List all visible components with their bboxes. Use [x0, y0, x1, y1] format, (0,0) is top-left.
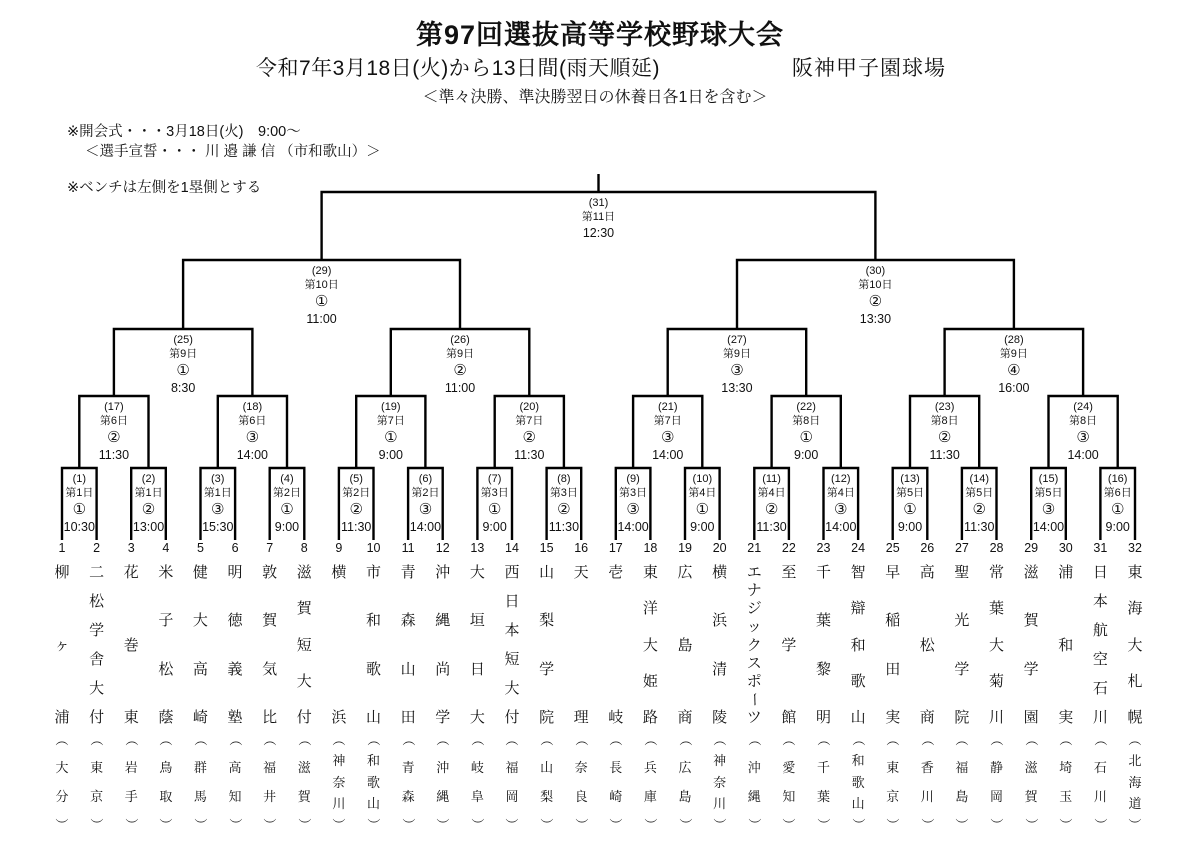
game-8-no: (8) — [557, 473, 571, 485]
team-30-prefecture: （ 埼 玉 ） — [1058, 732, 1074, 831]
game-3-no: (3) — [211, 473, 225, 485]
game-28-order: ④ — [1007, 362, 1021, 379]
team-column-21 — [742, 541, 766, 831]
game-label-27 — [695, 333, 779, 396]
team-26-prefecture: （ 香 川 ） — [919, 732, 935, 831]
game-19-order: ① — [384, 429, 398, 446]
team-column-19 — [673, 541, 697, 831]
game-4-day: 第2日 — [272, 487, 302, 499]
team-16-prefecture: （ 奈 良 ） — [573, 732, 589, 831]
team-18-name: 東 洋 大 姫 路 — [642, 564, 658, 726]
game-16-day: 第6日 — [1103, 487, 1132, 499]
team-7-name: 敦 賀 気 比 — [262, 564, 278, 726]
game-2-day: 第1日 — [134, 487, 163, 499]
game-30-order: ② — [868, 293, 883, 310]
team-2-prefecture: （ 東 京 ） — [89, 732, 105, 831]
game-19-time: 9:00 — [378, 448, 403, 462]
game-17-day: 第6日 — [99, 415, 128, 427]
team-column-14 — [500, 541, 524, 831]
team-14-name: 西 日 本 短 大 付 — [504, 564, 520, 726]
team-2-name: 二 松 学 舎 大 付 — [89, 564, 105, 726]
game-5-day: 第2日 — [342, 487, 371, 499]
game-30-time: 13:30 — [859, 312, 892, 326]
game-20-day: 第7日 — [515, 415, 544, 427]
team-23-number: 23 — [816, 541, 831, 555]
game-9-time: 14:00 — [617, 520, 649, 534]
team-30-name: 浦 和 実 — [1058, 564, 1074, 726]
team-6-prefecture: （ 高 知 ） — [227, 732, 243, 831]
game-10-day: 第4日 — [688, 487, 717, 499]
team-2-number: 2 — [93, 541, 101, 555]
game-24-order: ③ — [1076, 429, 1090, 446]
team-7-prefecture: （ 福 井 ） — [262, 732, 278, 831]
team-column-11 — [396, 541, 420, 831]
team-13-number: 13 — [470, 541, 485, 555]
game-31-no: (31) — [588, 197, 609, 209]
game-27-day: 第9日 — [722, 348, 751, 360]
game-6-time: 14:00 — [409, 520, 442, 534]
game-2-time: 13:00 — [132, 520, 165, 534]
game-7-time: 9:00 — [482, 520, 507, 534]
team-24-name: 智 辯 和 歌 山 — [850, 564, 866, 726]
team-17-name: 壱 岐 — [608, 564, 624, 726]
game-30-day: 第10日 — [858, 279, 893, 291]
game-12-day: 第4日 — [826, 487, 855, 499]
game-22-time: 9:00 — [794, 448, 819, 462]
game-16-order: ① — [1110, 501, 1125, 518]
game-5-time: 11:30 — [341, 520, 372, 534]
game-29-time: 11:00 — [306, 312, 337, 326]
game-18-time: 14:00 — [236, 448, 268, 462]
team-column-13 — [465, 541, 489, 831]
game-8-time: 11:30 — [548, 520, 580, 534]
team-1-number: 1 — [58, 541, 66, 555]
game-23-order: ② — [937, 429, 952, 446]
team-7-number: 7 — [266, 541, 274, 555]
team-28-name: 常 葉 大 菊 川 — [989, 564, 1005, 726]
game-20-time: 11:30 — [514, 448, 545, 462]
team-column-5 — [188, 541, 212, 831]
game-26-day: 第9日 — [445, 348, 475, 360]
game-28-day: 第9日 — [999, 348, 1028, 360]
team-12-prefecture: （ 沖 縄 ） — [435, 732, 451, 831]
team-column-15 — [535, 541, 559, 831]
game-9-order: ③ — [626, 501, 640, 518]
game-23-no: (23) — [934, 401, 955, 413]
team-31-name: 日 本 航 空 石 川 — [1092, 564, 1108, 726]
team-25-number: 25 — [885, 541, 900, 555]
team-18-number: 18 — [643, 541, 658, 555]
team-8-name: 滋 賀 短 大 付 — [296, 564, 312, 726]
game-22-no: (22) — [796, 401, 816, 413]
team-15-prefecture: （ 山 梨 ） — [539, 732, 555, 831]
game-11-time: 11:30 — [756, 520, 787, 534]
game-7-order: ① — [487, 501, 502, 518]
game-7-day: 第3日 — [480, 487, 509, 499]
team-column-3 — [119, 541, 143, 831]
team-column-7 — [258, 541, 282, 831]
team-14-prefecture: （ 福 岡 ） — [504, 732, 520, 831]
team-20-name: 横 浜 清 陵 — [712, 564, 728, 726]
game-10-order: ① — [695, 501, 710, 518]
team-column-17 — [604, 541, 628, 831]
team-5-prefecture: （ 群 馬 ） — [192, 732, 208, 831]
team-column-1 — [50, 541, 74, 831]
game-label-24 — [1041, 400, 1125, 463]
game-17-time: 11:30 — [98, 448, 130, 462]
game-label-21 — [626, 400, 710, 463]
team-25-prefecture: （ 東 京 ） — [885, 732, 901, 831]
game-13-day: 第5日 — [895, 487, 925, 499]
game-23-time: 11:30 — [929, 448, 960, 462]
game-15-no: (15) — [1038, 473, 1059, 485]
team-22-name: 至 学 館 — [781, 564, 797, 726]
team-24-prefecture: （ 和 歌 山 ） — [850, 732, 866, 832]
game-30-no: (30) — [865, 265, 886, 277]
team-3-number: 3 — [127, 541, 135, 555]
game-13-no: (13) — [900, 473, 920, 485]
game-16-time: 9:00 — [1105, 520, 1130, 534]
game-14-no: (14) — [969, 473, 990, 485]
team-32-number: 32 — [1128, 541, 1142, 555]
game-20-order: ② — [522, 429, 536, 446]
team-10-name: 市 和 歌 山 — [366, 564, 382, 726]
game-29-day: 第10日 — [304, 279, 339, 291]
game-13-order: ① — [903, 501, 917, 518]
team-column-9 — [327, 541, 351, 831]
team-19-prefecture: （ 広 島 ） — [677, 732, 693, 831]
game-24-time: 14:00 — [1067, 448, 1099, 462]
team-column-6 — [223, 541, 247, 831]
team-3-prefecture: （ 岩 手 ） — [123, 732, 139, 831]
game-1-day: 第1日 — [65, 487, 94, 499]
game-18-no: (18) — [242, 401, 263, 413]
game-label-16 — [1076, 472, 1160, 535]
team-8-prefecture: （ 滋 賀 ） — [296, 732, 312, 831]
game-21-day: 第7日 — [653, 415, 682, 427]
team-column-27 — [950, 541, 974, 831]
team-20-prefecture: （ 神 奈 川 ） — [712, 732, 728, 832]
team-14-number: 14 — [505, 541, 519, 555]
team-1-name: 柳 ヶ 浦 — [54, 564, 70, 726]
game-25-day: 第9日 — [169, 348, 198, 360]
game-11-day: 第4日 — [757, 487, 786, 499]
game-22-day: 第8日 — [792, 415, 821, 427]
team-column-4 — [154, 541, 178, 831]
game-26-order: ② — [453, 362, 467, 379]
team-4-name: 米 子 松 蔭 — [158, 564, 174, 726]
team-column-25 — [881, 541, 905, 831]
team-24-number: 24 — [851, 541, 866, 555]
game-24-day: 第8日 — [1069, 415, 1098, 427]
team-23-prefecture: （ 千 葉 ） — [815, 732, 831, 831]
game-21-no: (21) — [657, 401, 678, 413]
team-21-prefecture: （ 沖 縄 ） — [746, 732, 762, 831]
game-1-no: (1) — [72, 473, 87, 485]
team-13-prefecture: （ 岐 阜 ） — [469, 732, 485, 831]
team-13-name: 大 垣 日 大 — [469, 564, 485, 726]
team-9-number: 9 — [335, 541, 343, 555]
team-4-number: 4 — [162, 541, 170, 555]
game-7-no: (7) — [487, 473, 502, 485]
team-column-18 — [638, 541, 662, 831]
team-19-number: 19 — [678, 541, 692, 555]
game-14-time: 11:30 — [964, 520, 995, 534]
team-8-number: 8 — [300, 541, 308, 555]
game-26-time: 11:00 — [444, 381, 476, 395]
game-3-order: ③ — [211, 501, 225, 518]
game-9-day: 第3日 — [619, 487, 648, 499]
team-32-prefecture: （ 北 海 道 ） — [1127, 732, 1143, 832]
game-2-order: ② — [141, 501, 156, 518]
team-column-28 — [985, 541, 1009, 831]
game-26-no: (26) — [450, 334, 470, 346]
game-14-order: ② — [972, 501, 986, 518]
team-15-name: 山 梨 学 院 — [539, 564, 555, 726]
team-20-number: 20 — [712, 541, 727, 555]
team-column-16 — [569, 541, 593, 831]
game-9-no: (9) — [626, 473, 640, 485]
game-label-28 — [972, 333, 1056, 396]
game-15-order: ③ — [1041, 501, 1056, 518]
team-27-number: 27 — [954, 541, 969, 555]
game-3-time: 15:30 — [202, 520, 234, 534]
team-19-name: 広 島 商 — [677, 564, 693, 726]
game-label-23 — [903, 400, 987, 463]
team-21-name: エ ナ ジ ッ ク ス ポ ー ツ — [745, 564, 763, 726]
game-4-no: (4) — [280, 473, 294, 485]
game-label-30 — [833, 264, 917, 327]
team-16-number: 16 — [574, 541, 589, 555]
team-column-31 — [1088, 541, 1112, 831]
game-8-day: 第3日 — [549, 487, 578, 499]
team-16-name: 天 理 — [573, 564, 589, 726]
team-26-number: 26 — [920, 541, 935, 555]
game-11-order: ② — [764, 501, 779, 518]
team-23-name: 千 葉 黎 明 — [815, 564, 831, 726]
game-3-day: 第1日 — [203, 487, 232, 499]
game-label-20 — [487, 400, 571, 463]
team-17-prefecture: （ 長 崎 ） — [608, 732, 624, 831]
team-29-prefecture: （ 滋 賀 ） — [1023, 732, 1039, 831]
player-oath-note: ＜選手宣誓・・・ 川 邉 謙 信 （市和歌山）＞ — [85, 144, 381, 160]
team-31-prefecture: （ 石 川 ） — [1092, 732, 1108, 831]
team-30-number: 30 — [1058, 541, 1073, 555]
page-title: 第97回選抜高等学校野球大会 — [415, 20, 785, 50]
team-4-prefecture: （ 鳥 取 ） — [158, 732, 174, 831]
game-29-no: (29) — [311, 265, 332, 277]
game-19-day: 第7日 — [376, 415, 405, 427]
team-29-name: 滋 賀 学 園 — [1023, 564, 1039, 726]
game-label-19 — [349, 400, 433, 463]
team-12-name: 沖 縄 尚 学 — [435, 564, 451, 726]
team-17-number: 17 — [608, 541, 623, 555]
team-11-number: 11 — [401, 541, 415, 555]
team-6-number: 6 — [231, 541, 239, 555]
team-column-22 — [777, 541, 801, 831]
game-31-day: 第11日 — [581, 211, 616, 223]
team-21-number: 21 — [747, 541, 762, 555]
team-22-number: 22 — [781, 541, 796, 555]
team-5-name: 健 大 高 崎 — [192, 564, 208, 726]
game-25-time: 8:30 — [170, 381, 196, 395]
game-5-order: ② — [349, 501, 363, 518]
opening-ceremony-note: ※開会式・・・3月18日(火) 9:00～ — [67, 124, 301, 140]
game-6-day: 第2日 — [411, 487, 440, 499]
team-28-number: 28 — [989, 541, 1004, 555]
team-5-number: 5 — [196, 541, 204, 555]
game-25-no: (25) — [173, 334, 193, 346]
team-10-number: 10 — [366, 541, 381, 555]
team-10-prefecture: （ 和 歌 山 ） — [366, 732, 382, 832]
game-label-18 — [210, 400, 294, 463]
game-27-time: 13:30 — [721, 381, 753, 395]
game-31-time: 12:30 — [582, 226, 615, 240]
team-3-name: 花 巻 東 — [123, 564, 139, 726]
team-1-prefecture: （ 大 分 ） — [54, 732, 70, 831]
team-9-prefecture: （ 神 奈 川 ） — [331, 732, 347, 832]
game-label-22 — [764, 400, 848, 463]
game-1-time: 10:30 — [63, 520, 95, 534]
bench-side-note: ※ベンチは左側を1塁側とする — [67, 180, 262, 196]
team-6-name: 明 徳 義 塾 — [227, 564, 243, 726]
game-12-time: 14:00 — [825, 520, 857, 534]
game-1-order: ① — [72, 501, 87, 518]
game-20-no: (20) — [519, 401, 540, 413]
game-21-time: 14:00 — [652, 448, 684, 462]
team-12-number: 12 — [435, 541, 450, 555]
game-11-no: (11) — [762, 473, 781, 485]
game-23-day: 第8日 — [930, 415, 959, 427]
game-16-no: (16) — [1107, 473, 1128, 485]
game-label-17 — [72, 400, 156, 463]
game-21-order: ③ — [660, 429, 675, 446]
team-column-2 — [85, 541, 109, 831]
venue-label: 阪神甲子園球場 — [792, 57, 946, 80]
game-6-no: (6) — [418, 473, 433, 485]
team-11-prefecture: （ 青 森 ） — [400, 732, 416, 831]
team-column-10 — [362, 541, 386, 831]
team-column-8 — [292, 541, 316, 831]
team-column-29 — [1019, 541, 1043, 831]
game-27-no: (27) — [727, 334, 747, 346]
game-24-no: (24) — [1073, 401, 1093, 413]
game-label-29 — [280, 264, 364, 327]
team-column-24 — [846, 541, 870, 831]
team-29-number: 29 — [1024, 541, 1039, 555]
game-12-order: ③ — [834, 501, 848, 518]
game-28-time: 16:00 — [998, 381, 1030, 395]
team-31-number: 31 — [1093, 541, 1108, 555]
game-2-no: (2) — [141, 473, 156, 485]
game-14-day: 第5日 — [965, 487, 994, 499]
rest-day-note: ＜準々決勝、準決勝翌日の休養日各1日を含む＞ — [422, 89, 768, 106]
team-column-26 — [915, 541, 939, 831]
team-15-number: 15 — [539, 541, 554, 555]
team-column-32 — [1123, 541, 1147, 831]
game-label-31 — [556, 196, 640, 241]
team-column-23 — [811, 541, 835, 831]
game-17-order: ② — [107, 429, 121, 446]
game-6-order: ③ — [418, 501, 433, 518]
game-10-time: 9:00 — [690, 520, 715, 534]
game-18-day: 第6日 — [238, 415, 267, 427]
team-column-30 — [1054, 541, 1078, 831]
team-26-name: 高 松 商 — [919, 564, 935, 726]
game-8-order: ② — [557, 501, 571, 518]
game-label-25 — [141, 333, 225, 396]
team-11-name: 青 森 山 田 — [400, 564, 416, 726]
game-15-time: 14:00 — [1032, 520, 1065, 534]
team-column-12 — [431, 541, 455, 831]
game-19-no: (19) — [381, 401, 401, 413]
game-4-order: ① — [280, 501, 294, 518]
game-10-no: (10) — [692, 473, 713, 485]
team-28-prefecture: （ 静 岡 ） — [989, 732, 1005, 831]
team-27-name: 聖 光 学 院 — [954, 564, 970, 726]
team-18-prefecture: （ 兵 庫 ） — [642, 732, 658, 831]
team-column-20 — [708, 541, 732, 831]
game-15-day: 第5日 — [1034, 487, 1063, 499]
game-5-no: (5) — [349, 473, 363, 485]
game-13-time: 9:00 — [897, 520, 923, 534]
game-22-order: ① — [799, 429, 813, 446]
game-18-order: ③ — [245, 429, 260, 446]
team-9-name: 横 浜 — [331, 564, 347, 726]
game-28-no: (28) — [1004, 334, 1024, 346]
team-22-prefecture: （ 愛 知 ） — [781, 732, 797, 831]
game-27-order: ③ — [730, 362, 744, 379]
game-17-no: (17) — [104, 401, 124, 413]
game-4-time: 9:00 — [274, 520, 300, 534]
team-25-name: 早 稲 田 実 — [885, 564, 901, 726]
team-32-name: 東 海 大 札 幌 — [1127, 564, 1143, 726]
game-25-order: ① — [176, 362, 190, 379]
game-29-order: ① — [314, 293, 329, 310]
game-12-no: (12) — [831, 473, 851, 485]
team-27-prefecture: （ 福 島 ） — [954, 732, 970, 831]
game-label-26 — [418, 333, 502, 396]
tournament-date-line: 令和7年3月18日(火)から13日間(雨天順延) — [256, 57, 661, 80]
